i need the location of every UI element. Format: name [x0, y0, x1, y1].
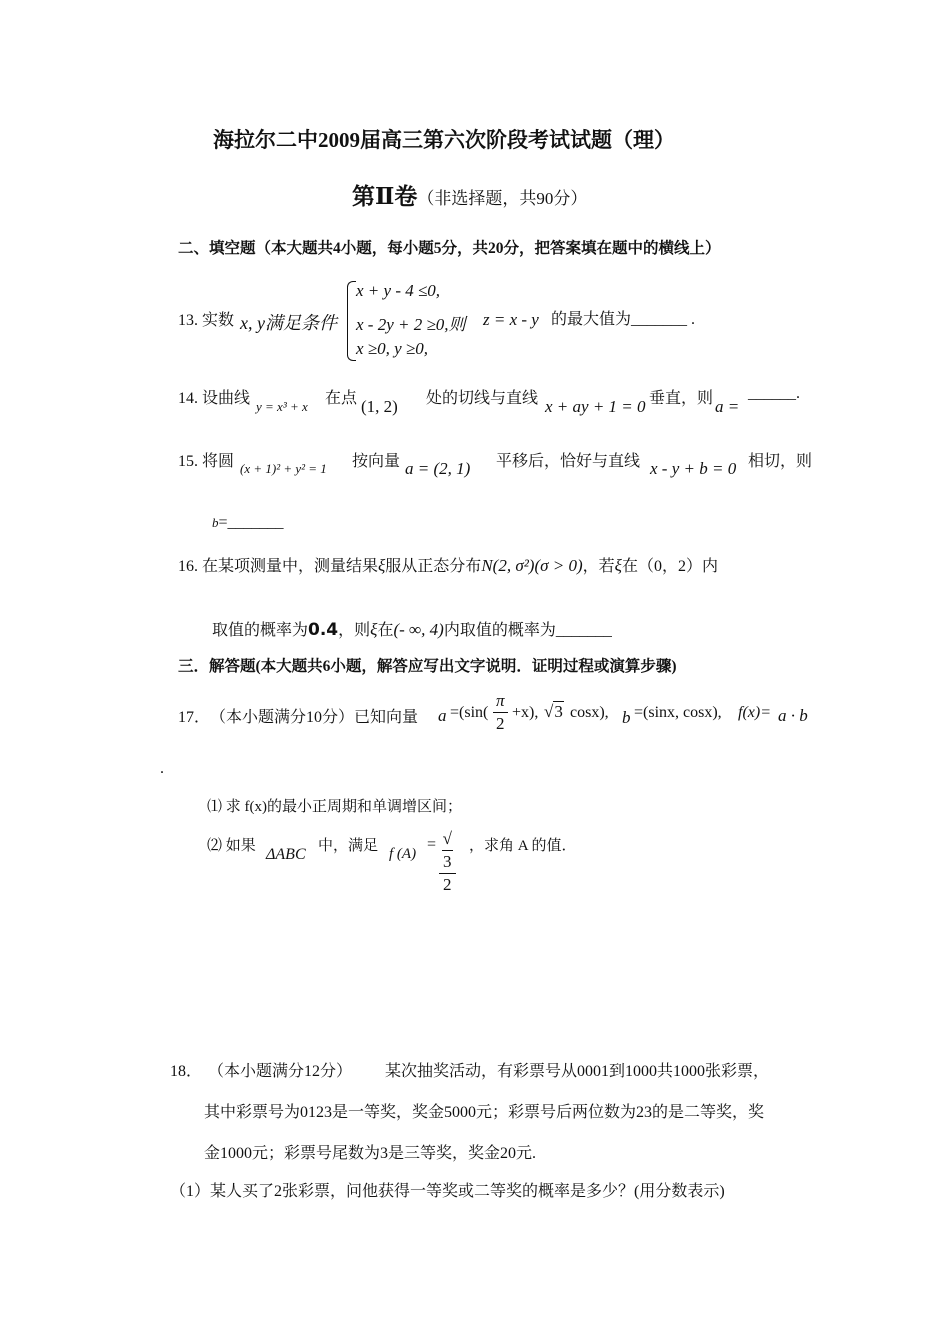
q13-objective: z = x - y: [483, 310, 539, 329]
q17-sqrt3: √3: [544, 702, 563, 721]
q17-a-val1: =(sin(: [450, 704, 489, 721]
q17-pi: π: [493, 690, 508, 713]
q17-part1: ⑴ 求 f(x)的最小正周期和单调增区间；: [207, 799, 462, 815]
q16-range: 在（0，2）内: [621, 558, 718, 575]
q17-vec-a: a: [438, 706, 447, 725]
q15-vector: a = (2, 1): [405, 459, 471, 478]
q13-vars: x, y满足条件: [240, 313, 337, 333]
q16-if: ，若: [582, 558, 615, 575]
q14-point: (1, 2): [361, 397, 398, 416]
q13-blank: _______: [631, 311, 688, 328]
q15-line: x - y + b = 0: [650, 459, 737, 478]
section3-heading: 三．解答题(本大题共6小题，解答应写出文字说明．证明过程或演算步骤): [178, 658, 677, 675]
q17-sqrt3-over-2: [439, 828, 456, 896]
q17-part2c: ，求角 A 的值．: [469, 838, 577, 854]
q13-cond1: x + y - 4 ≤0,: [356, 281, 441, 300]
q13-tail-text: 的最大值为: [551, 311, 632, 328]
q14-line: x + ay + 1 = 0: [545, 397, 646, 416]
q18-line2: 其中彩票号为0123是一等奖，奖金5000元；彩票号后两位数为23的是二等奖，奖: [204, 1104, 765, 1121]
q16-line2c: 在: [377, 622, 394, 639]
q15-shift: 平移后，恰好与直线: [496, 453, 641, 470]
q16-xi: ξ: [378, 556, 386, 575]
q14-blank: ______.: [748, 385, 800, 402]
q17-fA: f (A): [389, 846, 417, 862]
q14-text: 处的切线与直线: [426, 390, 539, 407]
q15-tangent: 相切，则: [748, 453, 813, 470]
q16-line2a: 取值的概率为: [212, 622, 309, 639]
q14-lead: 14. 设曲线: [178, 390, 251, 407]
q17-frac-den: 2: [443, 875, 452, 894]
q16-interval: (- ∞, 4): [393, 620, 444, 639]
q16-normal: N(2, σ²)(σ > 0): [481, 556, 583, 575]
q18-part1: （1）某人买了2张彩票，问他获得一等奖或二等奖的概率是多少？(用分数表示): [170, 1183, 725, 1200]
q16-dist: 服从正态分布: [385, 558, 482, 575]
q17-frac-radicand: 3: [443, 852, 452, 871]
subtitle-note: （非选择题，共90分）: [417, 189, 588, 208]
q15-answer: [212, 514, 284, 532]
q17-vec-b: b: [622, 708, 631, 727]
q13-lead: 13. 实数: [178, 312, 235, 329]
page-title: 海拉尔二中2009届高三第六次阶段考试试题（理）: [213, 128, 675, 152]
q17-triangle: ΔABC: [266, 846, 306, 863]
q13-cond2: x - 2y + 2 ≥0,则: [356, 315, 466, 334]
q17-two: 2: [496, 714, 505, 733]
q17-a-val2: +x),: [512, 704, 539, 721]
section2-heading: 二、填空题（本大题共4小题，每小题5分，共20分，把答案填在题中的横线上）: [178, 240, 721, 257]
q17-b-val: =(sinx, cosx),: [634, 704, 722, 721]
q16-line2d: 内取值的概率为: [443, 622, 556, 639]
q17-part2b: 中，满足: [318, 838, 379, 854]
q17-eq: =: [427, 836, 437, 853]
q15-circle: (x + 1)² + y² = 1: [240, 461, 327, 476]
q14-perp: 垂直，则: [649, 390, 714, 407]
q16-line2b: ，则: [338, 622, 371, 639]
q17-fx: f(x)=: [738, 704, 771, 721]
q15-by: 按向量: [352, 453, 401, 470]
q13-tail: [551, 306, 695, 329]
q17-num: 17．: [178, 709, 211, 726]
q15-b: b: [212, 515, 219, 530]
section-subtitle: [352, 178, 587, 211]
q16-prob: 0.4: [308, 620, 339, 640]
q14-a: a =: [715, 397, 740, 416]
q14-curve: y = x³ + x: [256, 399, 308, 414]
q16-xi2: ξ: [614, 556, 622, 575]
q17-frac-num: √ 3: [439, 828, 456, 874]
q15-blank: =_______: [218, 514, 284, 531]
q18-line1: 某次抽奖活动，有彩票号从0001到1000共1000张彩票，: [385, 1063, 770, 1080]
q18-score: （本小题满分12分）: [208, 1063, 353, 1080]
q14-at: 在点: [325, 390, 358, 407]
q18-line3: 金1000元；彩票号尾数为3是三等奖，奖金20元.: [204, 1145, 537, 1162]
q13-end: .: [691, 311, 696, 328]
q18-num: 18．: [170, 1063, 203, 1080]
q16-line1: [178, 553, 718, 576]
q16-xi3: ξ: [370, 620, 378, 639]
q13-brace: [347, 281, 356, 361]
q17-dot: .: [160, 760, 164, 777]
q17-sqrt3-radicand: 3: [554, 702, 563, 721]
q16-lead: 16. 在某项测量中，测量结果: [178, 558, 379, 575]
q16-blank: _______: [555, 622, 612, 639]
q13-cond3: x ≥0, y ≥0,: [356, 339, 429, 358]
q17-part2a: ⑵ 如果: [207, 838, 256, 854]
q16-line2: [212, 617, 612, 640]
q17-pi-over-2: [493, 690, 508, 735]
subtitle-main: 第Ⅱ卷: [352, 184, 418, 209]
q15-lead: 15. 将圆: [178, 453, 235, 470]
q17-adotb: a · b: [778, 706, 808, 725]
q17-a-val3: cosx),: [570, 704, 609, 721]
q17-score: （本小题满分10分）已知向量: [210, 709, 419, 726]
